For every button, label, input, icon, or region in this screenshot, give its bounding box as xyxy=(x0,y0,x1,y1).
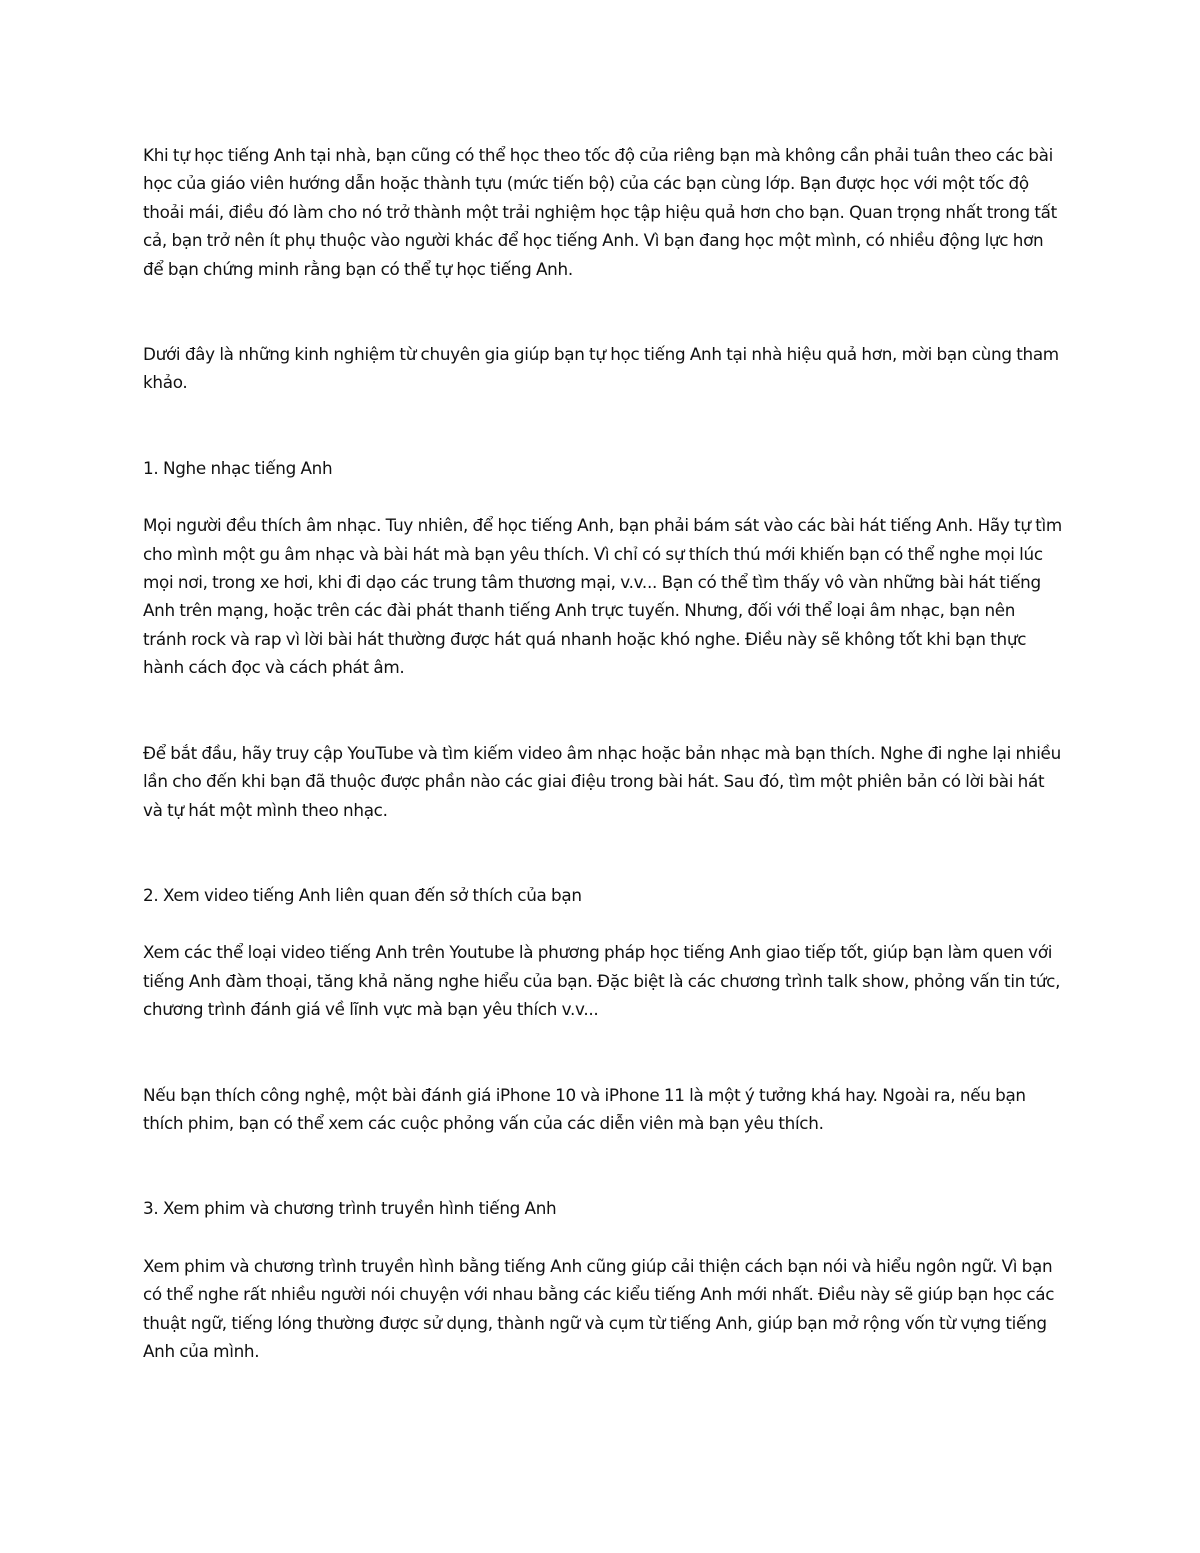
paragraph-spacer xyxy=(143,1024,1063,1081)
intro-paragraph: Khi tự học tiếng Anh tại nhà, bạn cũng có thể học theo tốc độ của riêng bạn mà không cần phải tuân theo các bài học của giáo viên hướng dẫn hoặc thành tựu (mức tiến bộ) của các bạn cùng lớp. Bạn được học với một tốc độ thoải mái, điều đó làm cho nó trở thành một trải nghiệm học tập hiệu quả hơn cho bạn. Quan trọng nhất trong tất cả, bạn trở nên ít phụ thuộc vào người khác để học tiếng Anh. Vì bạn đang học một mình, có nhiều động lực hơn để bạn chứng minh rằng bạn có thể tự học tiếng Anh. xyxy=(143,145,1057,279)
section-1-paragraph-1: Mọi người đều thích âm nhạc. Tuy nhiên, để học tiếng Anh, bạn phải bám sát vào các bài hát tiếng Anh. Hãy tự tìm cho mình một gu âm nhạc và bài hát mà bạn yêu thích. Vì chỉ có sự thích thú mới khiến bạn có thể nghe mọi lúc mọi nơi, trong xe hơi, khi đi dạo các trung tâm thương mại, v.v... Bạn có thể tìm thấy vô vàn những bài hát tiếng Anh trên mạng, hoặc trên các đài phát thanh tiếng Anh trực tuyến. Nhưng, đối với thể loại âm nhạc, bạn nên tránh rock và rap vì lời bài hát thường được hát quá nhanh hoặc khó nghe. Điều này sẽ không tốt khi bạn thực hành cách đọc và cách phát âm. xyxy=(143,515,1062,678)
paragraph-spacer xyxy=(143,482,1063,511)
paragraph-spacer xyxy=(143,909,1063,938)
section-2-paragraph-1: Xem các thể loại video tiếng Anh trên Youtube là phương pháp học tiếng Anh giao tiếp tốt, giúp bạn làm quen với tiếng Anh đàm thoại, tăng khả năng nghe hiểu của bạn. Đặc biệt là các chương trình talk show, phỏng vấn tin tức, chương trình đánh giá về lĩnh vực mà bạn yêu thích v.v... xyxy=(143,942,1061,1020)
paragraph-spacer xyxy=(143,682,1063,739)
paragraph-spacer xyxy=(143,1223,1063,1252)
paragraph-spacer xyxy=(143,397,1063,454)
paragraph-spacer xyxy=(143,1137,1063,1194)
paragraph-spacer xyxy=(143,283,1063,340)
section-3-paragraph-1: Xem phim và chương trình truyền hình bằng tiếng Anh cũng giúp cải thiện cách bạn nói và hiểu ngôn ngữ. Vì bạn có thể nghe rất nhiều người nói chuyện với nhau bằng các kiểu tiếng Anh mới nhất. Điều này sẽ giúp bạn học các thuật ngữ, tiếng lóng thường được sử dụng, thành ngữ và cụm từ tiếng Anh, giúp bạn mở rộng vốn từ vựng tiếng Anh của mình. xyxy=(143,1255,1055,1361)
paragraph-spacer xyxy=(143,824,1063,881)
section-heading-3: 3. Xem phim và chương trình truyền hình tiếng Anh xyxy=(143,1198,557,1219)
document-body xyxy=(143,141,1063,1365)
section-heading-2: 2. Xem video tiếng Anh liên quan đến sở thích của bạn xyxy=(143,884,582,905)
intro-paragraph-2: Dưới đây là những kinh nghiệm từ chuyên gia giúp bạn tự học tiếng Anh tại nhà hiệu quả hơn, mời bạn cùng tham khảo. xyxy=(143,344,1059,393)
section-2-paragraph-2: Nếu bạn thích công nghệ, một bài đánh giá iPhone 10 và iPhone 11 là một ý tưởng khá hay. Ngoài ra, nếu bạn thích phim, bạn có thể xem các cuộc phỏng vấn của các diễn viên mà bạn yêu thích. xyxy=(143,1084,1026,1133)
section-1-paragraph-2: Để bắt đầu, hãy truy cập YouTube và tìm kiếm video âm nhạc hoặc bản nhạc mà bạn thích. Nghe đi nghe lại nhiều lần cho đến khi bạn đã thuộc được phần nào các giai điệu trong bài hát. Sau đó, tìm một phiên bản có lời bài hát và tự hát một mình theo nhạc. xyxy=(143,742,1061,820)
section-heading-1: 1. Nghe nhạc tiếng Anh xyxy=(143,457,333,478)
